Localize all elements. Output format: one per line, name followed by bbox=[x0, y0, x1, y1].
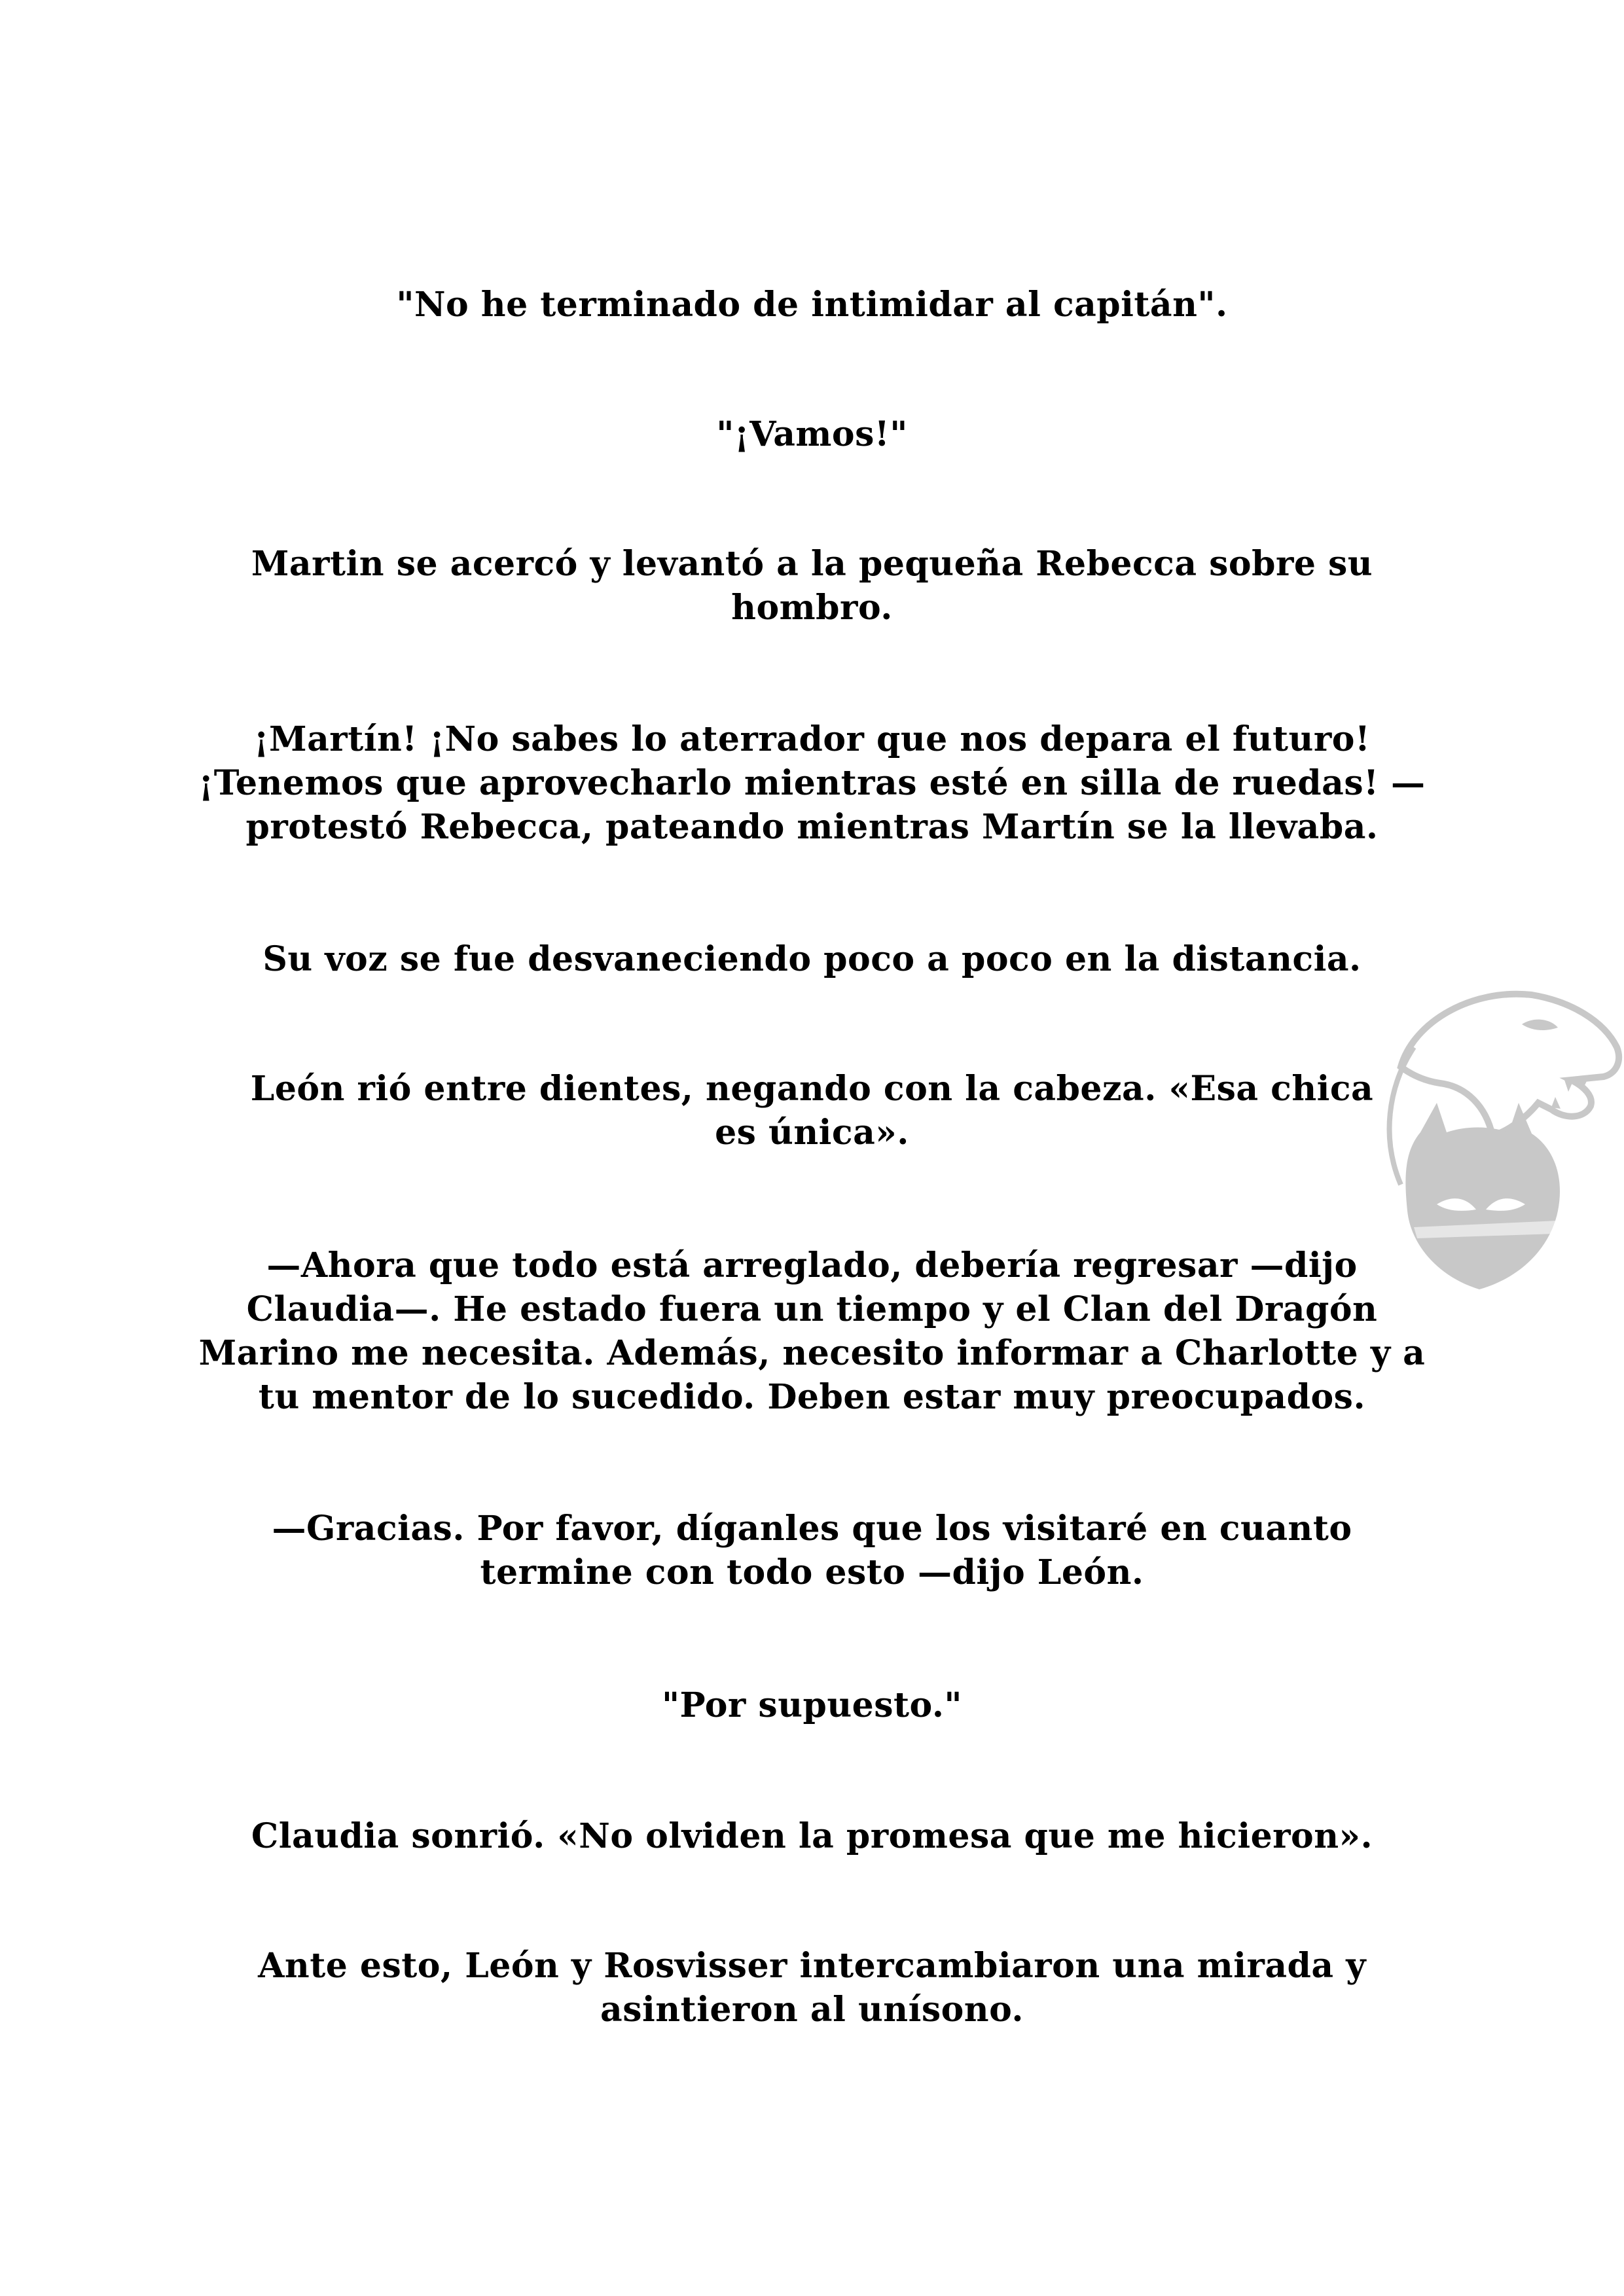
paragraph-3: Martin se acercó y levantó a la pequeña Rebecca sobre su hombro. bbox=[251, 544, 1373, 628]
paragraph-2: "¡Vamos!" bbox=[716, 414, 908, 454]
paragraph-6: León rió entre dientes, negando con la cabeza. «Esa chica es única». bbox=[250, 1069, 1374, 1153]
paragraph-7: —Ahora que todo está arreglado, debería regresar —dijo Claudia—. He estado fuera un tiempo y el Clan del Dragón Marino me necesita. Además, necesito informar a Charlotte y a tu mentor de lo sucedido. Deben estar muy preocupados. bbox=[198, 1246, 1426, 1417]
paragraph-11: Ante esto, León y Rosvisser intercambiaron una mirada y asintieron al unísono. bbox=[258, 1946, 1366, 2030]
paragraph-1: "No he terminado de intimidar al capitán". bbox=[396, 285, 1228, 325]
paragraph-8: —Gracias. Por favor, díganles que los visitaré en cuanto termine con todo esto —dijo León. bbox=[272, 1509, 1352, 1592]
paragraph-10: Claudia sonrió. «No olviden la promesa que me hicieron». bbox=[251, 1816, 1373, 1856]
paragraph-5: Su voz se fue desvaneciendo poco a poco en la distancia. bbox=[262, 939, 1362, 979]
dinosaur-devil-head-logo-icon bbox=[1375, 969, 1623, 1309]
paragraph-9: "Por supuesto." bbox=[661, 1685, 963, 1725]
paragraph-4: ¡Martín! ¡No sabes lo aterrador que nos depara el futuro! ¡Tenemos que aprovecharlo mientras esté en silla de ruedas! —protestó Rebecca, pateando mientras Martín se la llevaba. bbox=[198, 719, 1426, 847]
